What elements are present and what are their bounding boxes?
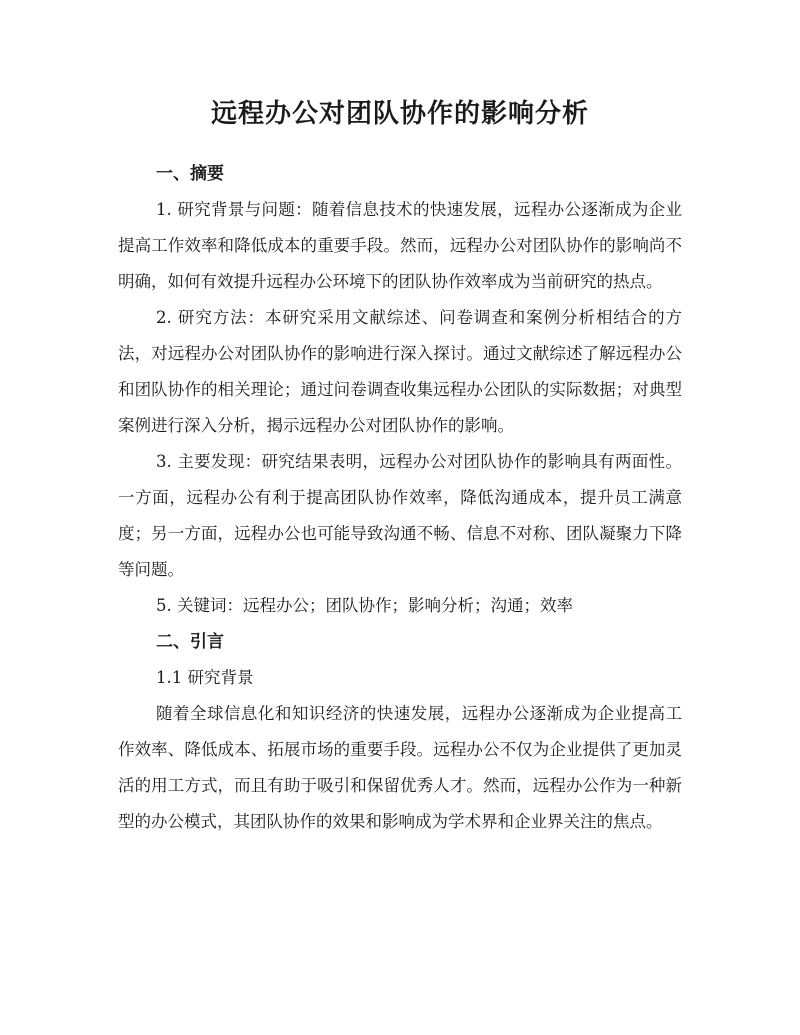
intro-heading: 二、引言 — [156, 632, 224, 652]
abstract-item-keywords: 5. 关键词：远程办公；团队协作；影响分析；沟通；效率 — [156, 596, 573, 615]
document-title: 远程办公对团队协作的影响分析 — [210, 99, 589, 129]
abstract-item-method: 2. 研究方法：本研究采用文献综述、问卷调查和案例分析相结合的方法，对远程办公对团队协作的影响进行深入探讨。通过文献综述了解远程办公和团队协作的相关理论；通过问卷调查收集远程办公团队的实际数据；对典型案例进行深入分析，揭示远程办公对团队协作的影响。 — [118, 308, 682, 435]
intro-subheading: 1.1 研究背景 — [156, 668, 254, 687]
intro-paragraph: 随着全球信息化和知识经济的快速发展，远程办公逐渐成为企业提高工作效率、降低成本、拓展市场的重要手段。远程办公不仅为企业提供了更加灵活的用工方式，而且有助于吸引和保留优秀人才。然而，远程办公作为一种新型的办公模式，其团队协作的效果和影响成为学术界和企业界关注的焦点。 — [118, 704, 682, 831]
abstract-item-background: 1. 研究背景与问题：随着信息技术的快速发展，远程办公逐渐成为企业提高工作效率和降低成本的重要手段。然而，远程办公对团队协作的影响尚不明确，如何有效提升远程办公环境下的团队协作效率成为当前研究的热点。 — [118, 200, 682, 291]
abstract-item-findings: 3. 主要发现：研究结果表明，远程办公对团队协作的影响具有两面性。一方面，远程办公有利于提高团队协作效率，降低沟通成本，提升员工满意度；另一方面，远程办公也可能导致沟通不畅、信息不对称、团队凝聚力下降等问题。 — [118, 452, 682, 579]
abstract-heading: 一、摘要 — [156, 164, 224, 184]
